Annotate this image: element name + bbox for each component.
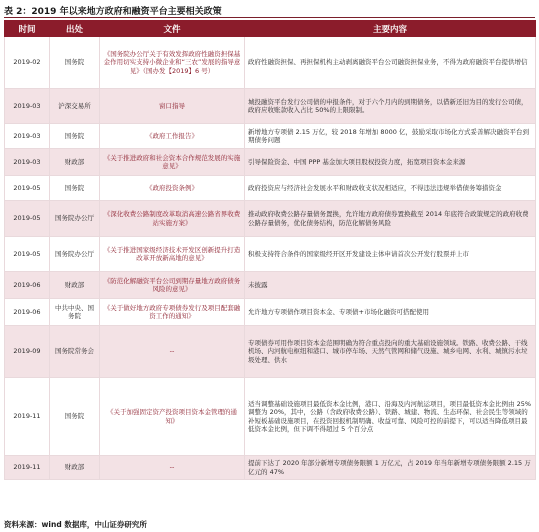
cell-document: 《关于加强固定资产投资项目资本金管理的通知》 xyxy=(100,378,245,456)
cell-document: 《政府工作报告》 xyxy=(100,124,245,149)
table-row xyxy=(5,456,536,480)
cell-source: 国务院 xyxy=(50,124,100,149)
cell-document: 《关于推进国家级经济技术开发区创新提升打造改革开放新高地的意见》 xyxy=(100,237,245,272)
cell-content: 城投融资平台发行公司债的申报条件，对于六个月内的到期债务，以借新还旧为目的发行公司债，政府应收账款收入占比 50%的上限限制。 xyxy=(245,89,536,124)
source-note: 资料来源：wind 数据库，中山证券研究所 xyxy=(4,520,147,529)
cell-time: 2019-06 xyxy=(5,299,50,326)
table-row xyxy=(5,272,536,299)
title-rule xyxy=(4,17,535,18)
cell-document: 《防范化解融资平台公司到期存量地方政府债务风险的意见》 xyxy=(100,272,245,299)
cell-time: 2019-03 xyxy=(5,149,50,176)
cell-time: 2019-11 xyxy=(5,456,50,480)
policy-table xyxy=(4,20,536,480)
cell-document: -- xyxy=(100,456,245,480)
cell-source: 国务院 xyxy=(50,378,100,456)
table-row xyxy=(5,299,536,326)
cell-time: 2019-11 xyxy=(5,378,50,456)
table-row xyxy=(5,326,536,378)
header-time: 时间 xyxy=(5,21,50,37)
cell-content: 引导保险资金、中国 PPP 基金加大项目股权投资力度，拓宽项目资本金来源 xyxy=(245,149,536,176)
cell-content: 允许地方专项债作项目资本金、专项债+市场化融资可搭配使用 xyxy=(245,299,536,326)
cell-source: 国务院办公厅 xyxy=(50,237,100,272)
header-document: 文件 xyxy=(100,21,245,37)
cell-source: 国务院 xyxy=(50,37,100,89)
table-row xyxy=(5,149,536,176)
cell-source: 国务院常务会 xyxy=(50,326,100,378)
cell-content: 政府性融资担保、再担保机构主动剥离融资平台公司融资担保业务，不得为政府融资平台提供增信 xyxy=(245,37,536,89)
cell-time: 2019-09 xyxy=(5,326,50,378)
table-title: 表 2：2019 年以来地方政府和融资平台主要相关政策 xyxy=(4,7,222,17)
cell-content: 推动政府收费公路存量债务置换，允许地方政府债券置换截至 2014 年底符合政策规定的政府收费公路存量债务，优化债务结构，防范化解债务风险 xyxy=(245,201,536,237)
cell-content: 适当调整基础设施项目最低资本金比例，港口、沿海及内河航运项目，项目最低资本金比例由 25%调整为 20%，其中，公路（含政府收费公路）、铁路、城建、物流、生态环保、社会民生等领域的补短板基础设施项目，在投资回报机制明确、收益可靠、风险可控的前提下，可以适当降低项目最低资本金比例，但下调不得超过 5 个百分点 xyxy=(245,378,536,456)
cell-document: -- xyxy=(100,326,245,378)
cell-document: 窗口指导 xyxy=(100,89,245,124)
cell-content: 未披露 xyxy=(245,272,536,299)
cell-time: 2019-05 xyxy=(5,201,50,237)
cell-time: 2019-05 xyxy=(5,176,50,201)
table-row xyxy=(5,37,536,89)
cell-source: 财政部 xyxy=(50,149,100,176)
cell-document: 《关于推进政府和社会资本合作规范发展的实施意见》 xyxy=(100,149,245,176)
table-row xyxy=(5,378,536,456)
cell-time: 2019-03 xyxy=(5,89,50,124)
cell-content: 积极支持符合条件的国家级经开区开发建设主体申请首次公开发行股票并上市 xyxy=(245,237,536,272)
table-row xyxy=(5,89,536,124)
cell-source: 沪深交易所 xyxy=(50,89,100,124)
header-source: 出处 xyxy=(50,21,100,37)
cell-content: 政府投资应与经济社会发展水平和财政收支状况相适应，不得违法违规举借债务筹措资金 xyxy=(245,176,536,201)
cell-source: 财政部 xyxy=(50,272,100,299)
table-header-row xyxy=(5,21,536,37)
cell-document: 《深化收费公路制度改革取消高速公路省界收费站实施方案》 xyxy=(100,201,245,237)
cell-content: 新增地方专项债 2.15 万亿，较 2018 年增加 8000 亿，鼓励采取市场化方式妥善解决融资平台到期债务问题 xyxy=(245,124,536,149)
cell-time: 2019-06 xyxy=(5,272,50,299)
cell-source: 中共中央、国务院 xyxy=(50,299,100,326)
table-row xyxy=(5,201,536,237)
header-content: 主要内容 xyxy=(245,21,536,37)
cell-source: 国务院 xyxy=(50,176,100,201)
cell-document: 《国务院办公厅关于有效发挥政府性融资担保基金作用切实支持小微企业和“三农”发展的指导意见》（国办发【2019】6 号） xyxy=(100,37,245,89)
cell-content: 专项债券可用作项目资本金范围明确为符合重点投向的重大基础设施领域。铁路、收费公路、干线机场、内河航电枢纽和港口、城市停车场、天然气管网和储气设施、城乡电网、水利、城镇污水垃圾处理、供水 xyxy=(245,326,536,378)
table-row xyxy=(5,124,536,149)
cell-time: 2019-02 xyxy=(5,37,50,89)
cell-content: 提前下达了 2020 年部分新增专项债务限额 1 万亿元，占 2019 年当年新增专项债务限额 2.15 万亿元的 47% xyxy=(245,456,536,480)
cell-document: 《政府投资条例》 xyxy=(100,176,245,201)
table-row xyxy=(5,176,536,201)
table-row xyxy=(5,237,536,272)
cell-source: 财政部 xyxy=(50,456,100,480)
cell-source: 国务院办公厅 xyxy=(50,201,100,237)
cell-time: 2019-03 xyxy=(5,124,50,149)
cell-document: 《关于做好地方政府专项债券发行及项目配套融资工作的通知》 xyxy=(100,299,245,326)
cell-time: 2019-05 xyxy=(5,237,50,272)
